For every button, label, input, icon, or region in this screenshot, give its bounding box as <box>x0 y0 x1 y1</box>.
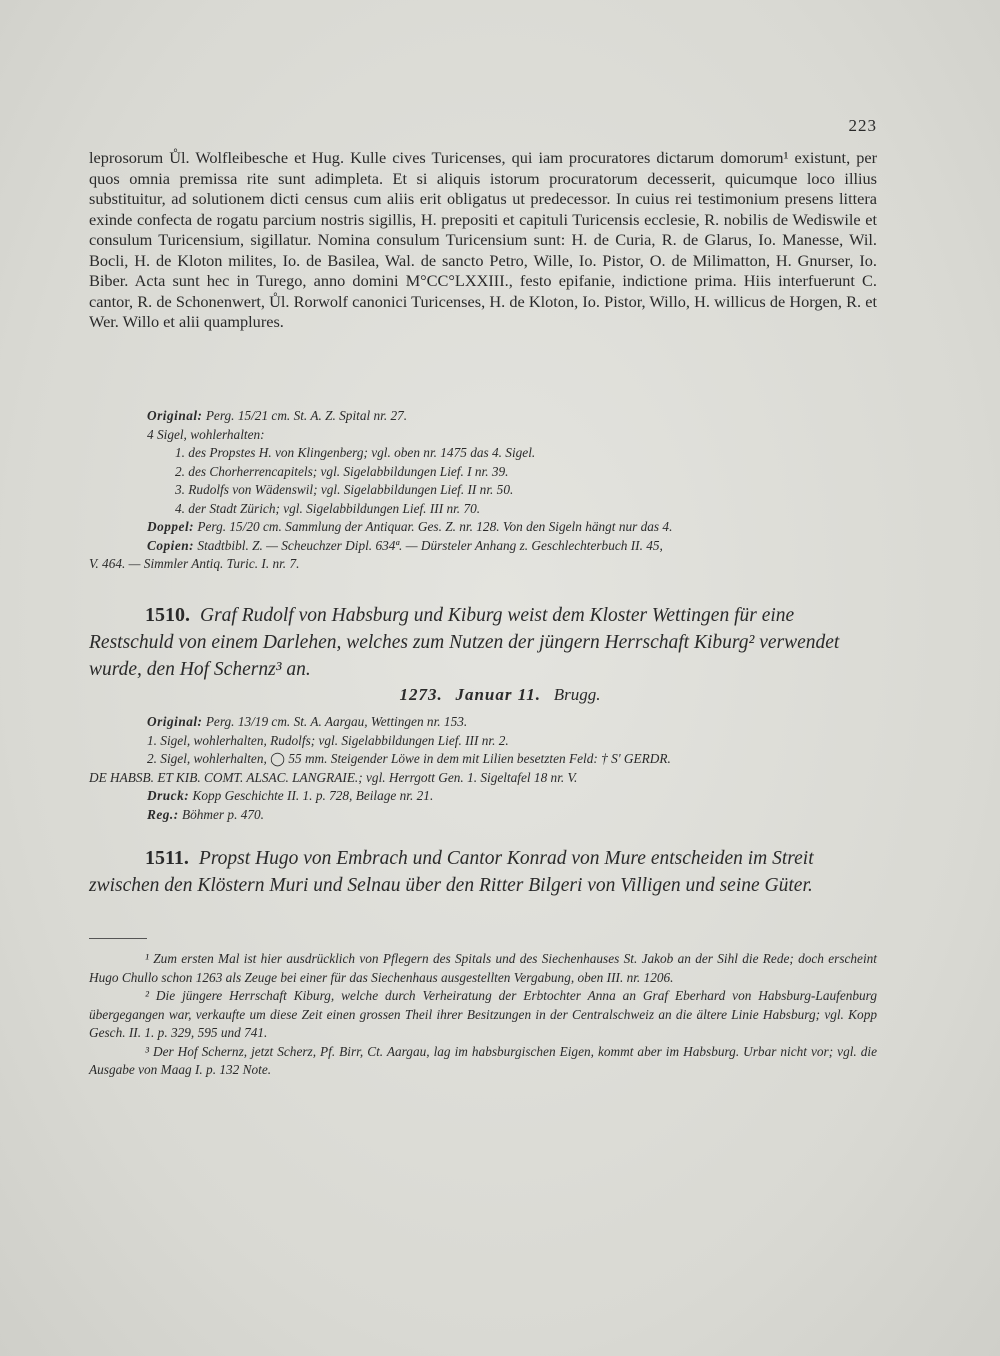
note-text: 4. der Stadt Zürich; vgl. Sigelabbildungen Lief. III nr. 70. <box>175 500 481 516</box>
footnote-separator <box>89 938 147 939</box>
note-line <box>89 481 877 500</box>
document-number: 1511. <box>145 847 189 869</box>
note-text: 2. des Chorherrencapitels; vgl. Sigelabbildungen Lief. I nr. 39. <box>175 463 509 479</box>
note-label: Doppel: <box>147 519 195 534</box>
note-label: Copien: <box>147 537 195 553</box>
charter-text-1509 <box>89 148 877 333</box>
note-text: DE HABSB. ET KIB. COMT. ALSAC. LANGRAIE.; vgl. Herrgott Gen. 1. Sigeltafel 18 nr. V. <box>89 769 578 785</box>
dating-line-1510 <box>0 685 1000 705</box>
notes-1509 <box>89 407 877 574</box>
note-line <box>89 537 877 556</box>
note-label: Reg.: <box>147 806 179 822</box>
note-line <box>89 444 877 463</box>
note-text: Perg. 15/21 cm. St. A. Z. Spital nr. 27. <box>205 408 408 423</box>
document-header-1511 <box>89 845 877 899</box>
note-label: Original: <box>147 714 203 729</box>
date-place: Brugg. <box>553 685 601 704</box>
note-line <box>89 713 877 732</box>
note-line <box>89 500 877 519</box>
note-line <box>89 787 877 806</box>
note-label: Original: <box>147 408 203 423</box>
page-number: 223 <box>848 116 877 135</box>
footnotes <box>89 950 877 1080</box>
document-summary: Propst Hugo von Embrach und Cantor Konrad von Mure entscheiden im Streit zwischen den Klöstern Muri und Selnau über den Ritter Bilgeri von Villigen und seine Güter. <box>89 848 814 896</box>
note-label: Druck: <box>147 788 190 803</box>
note-text: 1. des Propstes H. von Klingenberg; vgl. oben nr. 1475 das 4. Sigel. <box>175 445 536 460</box>
date-day: Januar 11. <box>455 685 542 704</box>
note-text: 2. Sigel, wohlerhalten, ◯ 55 mm. Steigender Löwe in dem mit Lilien besetzten Feld: † S' GERDR. <box>147 751 671 766</box>
note-text: V. 464. — Simmler Antiq. Turic. I. nr. 7. <box>89 556 300 571</box>
note-text: Kopp Geschichte II. 1. p. 728, Beilage nr. 21. <box>192 788 434 803</box>
note-line <box>89 555 877 574</box>
note-text: 3. Rudolfs von Wädenswil; vgl. Sigelabbildungen Lief. II nr. 50. <box>175 482 514 497</box>
note-text: Perg. 13/19 cm. St. A. Aargau, Wettingen nr. 153. <box>205 714 468 729</box>
note-text: Böhmer p. 470. <box>182 806 264 822</box>
note-line <box>89 518 877 537</box>
note-text: 1. Sigel, wohlerhalten, Rudolfs; vgl. Sigelabbildungen Lief. III nr. 2. <box>147 732 509 748</box>
note-line <box>89 806 877 825</box>
note-line <box>89 750 877 769</box>
footnote-1: ¹ Zum ersten Mal ist hier ausdrücklich von Pflegern des Spitals und des Siechenhauses St. Jakob an der Sihl die Rede; doch erscheint Hugo Chullo schon 1263 als Zeuge bei einer für das Siechenhaus ausgestellten Vergabung, oben III. nr. 1206. <box>89 951 877 985</box>
document-header-1510 <box>89 602 877 683</box>
note-line <box>89 407 877 426</box>
note-line <box>89 463 877 482</box>
date-year: 1273. <box>399 685 443 704</box>
note-line <box>89 769 877 788</box>
notes-1510 <box>89 713 877 824</box>
charter-paragraph: leprosorum Ůl. Wolfleibesche et Hug. Kulle cives Turicenses, qui iam procuratores dictarum domorum¹ existunt, per quos omnia premissa rite sunt adimpleta. Et si aliquis istorum procuratorum decesserit, quicumque loco illius substituitur, ad solutionem dicti census cum aliis erit obligatus ut predecessor. In cuius rei testimonium presens littera exinde confecta de rogatu parcium nostris sigillis, H. prepositi et capituli Turicensis ecclesie, R. nobilis de Wediswile et consulum Turicensium, sigillatur. Nomina consulum Turicensium sunt: H. de Curia, R. de Glarus, Io. Manesse, Wil. Bocli, H. de Kloton milites, Io. de Basilea, Wal. de sancto Petro, Wille, Io. Pistor, O. de Milimatton, H. Gnurser, Io. Biber. Acta sunt hec in Turego, anno domini M°CC°LXXIII., festo epifanie, indictione prima. Hiis interfuerunt C. cantor, R. de Schonenwert, Ůl. Rorwolf canonici Turicenses, H. de Kloton, Io. Pistor, Willo, H. willicus de Horgen, R. et Wer. Willo et alii quamplures. <box>89 148 877 331</box>
footnote-2: ² Die jüngere Herrschaft Kiburg, welche durch Verheiratung der Erbtochter Anna an Graf Eberhard von Habsburg-Laufenburg übergegangen war, verkaufte um diese Zeit einen grossen Theil ihrer Besitzungen in der Centralschweiz an die ältere Linie Habsburg; vgl. Kopp Gesch. II. 1. p. 329, 595 und 741. <box>89 988 877 1040</box>
note-line <box>89 732 877 751</box>
note-text: 4 Sigel, wohlerhalten: <box>147 426 265 442</box>
note-line <box>89 426 877 445</box>
note-text: Perg. 15/20 cm. Sammlung der Antiquar. Ges. Z. nr. 128. Von den Sigeln hängt nur das 4. <box>197 519 673 534</box>
footnote-3: ³ Der Hof Schernz, jetzt Scherz, Pf. Birr, Ct. Aargau, lag im habsburgischen Eigen, kommt aber im Habsburg. Urbar nicht vor; vgl. die Ausgabe von Maag I. p. 132 Note. <box>89 1043 877 1077</box>
document-number: 1510. <box>145 604 190 626</box>
document-summary: Graf Rudolf von Habsburg und Kiburg weist dem Kloster Wettingen für eine Restschuld von einem Darlehen, welches zum Nutzen der jüngern Herrschaft Kiburg² verwendet wurde, den Hof Schernz³ an. <box>89 605 840 680</box>
note-text: Stadtbibl. Z. — Scheuchzer Dipl. 634ª. — Dürsteler Anhang z. Geschlechterbuch II. 45, <box>197 537 663 553</box>
